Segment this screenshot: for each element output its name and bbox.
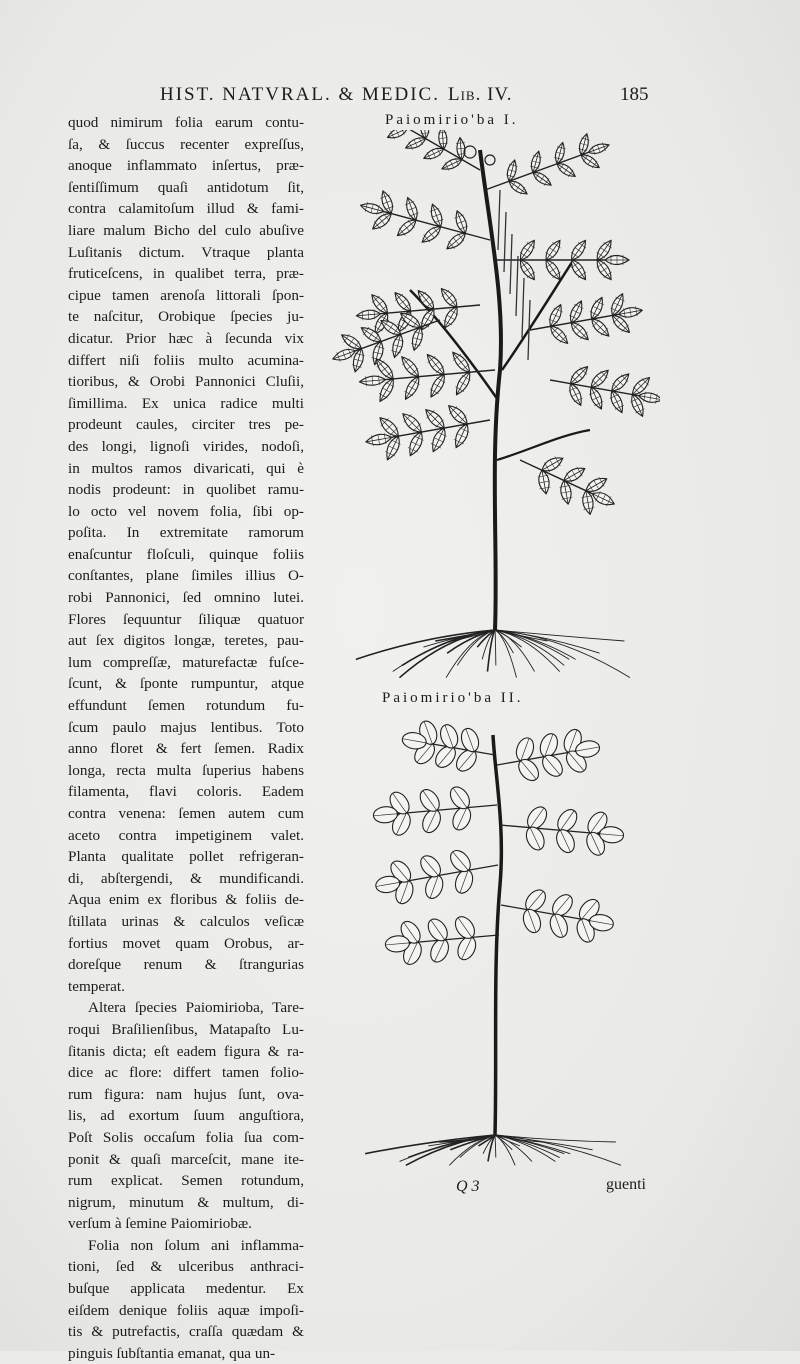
text-line: Planta qualitate pollet refrigeran- [68,848,304,866]
seed-pod [516,256,518,316]
flower-bud [485,155,495,165]
leaflet [605,255,629,265]
text-line: aut ſex digitos longæ, teretes, pau- [68,632,304,650]
leaflet [437,722,460,750]
text-line: rum explicat. Semen rotundum, [68,1172,304,1190]
seed-pod [498,190,500,250]
root-strand [495,1135,560,1158]
leaflet [438,285,461,310]
root-strand [495,1135,496,1158]
text-line: buſque applicata medentur. Ex [68,1280,304,1298]
plant-branch [497,430,590,460]
leaf-rachis [397,805,497,814]
leaflet [520,907,543,935]
leaflet [386,130,410,141]
figure-caption-1: Paiomirio'ba I. [385,112,519,128]
catchword: guenti [606,1176,646,1193]
text-line: nigrum, minutum & multum, di- [68,1193,304,1211]
root-strand [495,630,630,678]
text-line: Aqua enim ex floribus & foliis de- [68,891,304,909]
text-line: enaſcuntur floſculi, quinque foliis [68,545,304,563]
text-line: differt niſi foliis multo acumina- [68,351,304,369]
text-line: nodis prodeunt: in quolibet ramu- [68,481,304,499]
plant-branch [502,250,580,370]
text-line: temperat. [68,977,125,995]
leaflet [356,309,381,321]
text-line: pinguis ſubſtantia emanat, qua un- [68,1344,276,1362]
leaflet [547,323,571,347]
page-number: 185 [620,84,649,105]
running-title: HIST. NATVRAL. & MEDIC. [160,84,440,105]
text-line: te naſcitur, Orobique ſpecies ju- [68,308,304,326]
seed-pod [522,278,524,338]
text-line: di, abſtergendi, & mundificandi. [68,869,304,887]
text-line: conſtantes, plane ſimiles illius O- [68,567,304,585]
text-line: verſum à ſemine Paiomiriobæ. [68,1215,252,1233]
seed-pod [504,212,506,272]
text-line: lo octo vel novem folia, ſibi op- [68,502,304,520]
flower-bud [464,146,476,158]
leaflet [542,238,564,263]
seed-pod [510,234,512,294]
text-line: ſcum paulo majus lentibus. Toto [68,718,304,736]
leaf-rachis [497,751,576,765]
text-line: longa, recta multa ſuperius habens [68,761,304,779]
root-strand [487,630,495,672]
leaf-rachis [426,743,495,755]
leaf-rachis [501,905,590,921]
text-line: robi Pannonici, ſed omnino lutei. [68,589,304,607]
text-line: Poſt Solis occaſum folia ſua com- [68,1128,304,1146]
leaflet [517,238,539,263]
root-strand [495,630,517,678]
leaflet [359,201,385,217]
text-line: ſcunt, & ſponte rumpuntur, atque [68,675,304,693]
leaf-rachis [400,865,498,882]
leaflet [568,319,592,343]
leaflet [399,410,425,436]
leaflet-blade [386,130,409,141]
text-line: contra venena: ſemen autem cum [68,805,304,822]
text-line: Luſitanis dictum. Vtraque planta [68,243,304,261]
leaflet [517,257,539,282]
text-line: ſitanis dicta; eſt eadem figura & ra- [68,1042,304,1060]
text-line: ponit & quaſi marceſcit, mane ite- [68,1150,304,1168]
figure-caption-2: Paiomirio'ba II. [382,690,524,706]
text-line: tioribus, & Orobi Pannonici Cluſii, [68,373,304,391]
text-line: prodeunt caules, circiter tres pe- [68,416,304,434]
text-line: ſa, & ſuccus recenter expreſſus, [68,135,304,153]
text-line: rum figura: nam hujus ſunt, ova- [68,1085,304,1103]
text-line: in multos ramos divaricati, qui è [68,459,304,477]
leaflet [590,489,616,509]
text-line: fortius movet quam Orobus, ar- [68,934,304,952]
text-line: effundunt ſemen rotundum fu- [68,697,304,715]
text-line: ſentiſſimum quaſi antidotum ſit, [68,178,304,196]
text-line: ſimillima. Ex unica radice multi [68,394,304,412]
text-line: lum compreſſæ, maturefactæ fuſce- [68,653,304,671]
leaflet [445,402,471,428]
leaf-rachis [409,935,499,943]
text-line: tis & putrefactis, craſſa quædam & [68,1323,304,1341]
text-line: aceto contra impetiginem valet. [68,826,304,844]
leaflet [422,406,448,432]
text-line: Folia non ſolum ani inflamma- [88,1236,304,1254]
leaflet [398,354,422,380]
signature-mark: Q 3 [456,1178,480,1195]
leaf-rachis [500,825,600,834]
text-line: filamenta, flavi coloris. Eadem [68,783,304,801]
running-header [160,84,660,106]
root-strand [399,630,495,678]
leaflet [587,141,611,157]
plant-illustration-1 [330,130,660,695]
text-line: tioni, ſed & ulceribus anthraci- [68,1258,304,1276]
text-line: anoque inflammato inſertus, præ- [68,157,304,175]
leaflet [547,912,570,940]
text-line: doreſque renum & ſtrangurias [68,956,304,974]
text-line: contra calamitoſum illud & fami- [68,200,304,218]
leaflet [568,238,590,263]
text-line: roqui Braſilienſibus, Matapaſto Lu- [68,1020,304,1038]
text-line: ſtillata urinas & calculos veſicæ [68,912,304,930]
text-line: liare malum Bicho del culo abuſive [68,221,304,239]
leaflet [424,351,448,377]
leaflet [568,257,590,282]
leaflet [391,290,414,315]
leaflet [359,375,386,387]
root-strand [495,630,560,672]
text-line: dice ac flore: differt tamen folio- [68,1064,304,1082]
text-line: des longi, lignoſi virides, nodoſi, [68,437,304,455]
text-line: cipue tamen arenoſa littorali ſpon- [68,286,304,304]
root-strand [495,630,569,659]
text-line: anno floret & fert ſemen. Radix [68,740,304,758]
text-line: Flores ſequuntur ſiliquæ quatuor [68,610,304,628]
text-line: lis, ad exortum ſuum anguſtiora, [68,1107,304,1125]
root-strand [495,630,496,665]
text-line: eiſdem denique foliis aquæ impoſi- [68,1301,304,1319]
leaflet [458,726,481,754]
text-line: poſita. In extremitate ramorum [68,524,304,542]
plant-illustration-2 [355,715,655,1175]
text-line: quod nimirum folia earum contu- [68,114,304,131]
leaflet [588,316,612,340]
text-column [68,112,304,1364]
book-number: Lib. IV. [447,84,513,105]
text-line: dicatur. Prior hæc à ſecunda vix [68,329,304,347]
text-line: fruticeſcens, in qualibet terra, præ- [68,265,304,283]
text-line: Altera ſpecies Paiomirioba, Tare- [88,999,304,1017]
